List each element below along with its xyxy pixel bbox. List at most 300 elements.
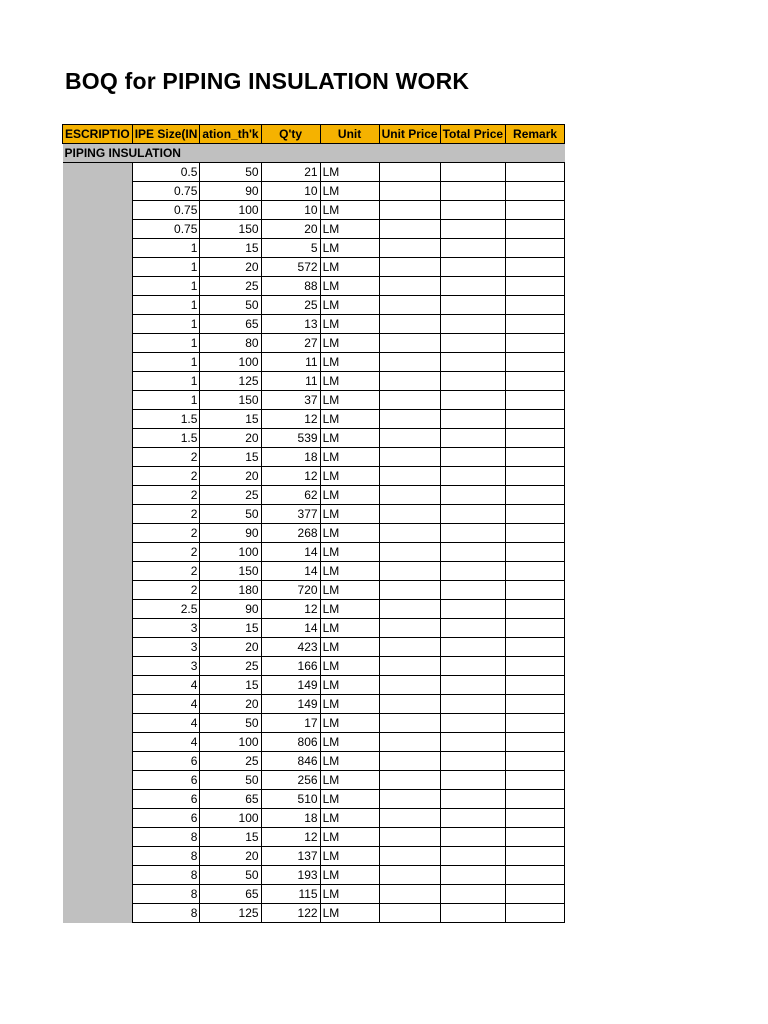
unit-cell[interactable]: LM (320, 695, 379, 714)
pipe-size-cell[interactable]: 2 (132, 543, 200, 562)
pipe-size-cell[interactable]: 1 (132, 353, 200, 372)
unit-price-cell[interactable] (379, 771, 440, 790)
remark-cell[interactable] (506, 562, 565, 581)
unit-cell[interactable]: LM (320, 904, 379, 923)
unit-price-cell[interactable] (379, 733, 440, 752)
remark-cell[interactable] (506, 486, 565, 505)
qty-cell[interactable]: 11 (261, 353, 320, 372)
qty-cell[interactable]: 14 (261, 619, 320, 638)
unit-price-cell[interactable] (379, 524, 440, 543)
unit-price-cell[interactable] (379, 277, 440, 296)
qty-cell[interactable]: 10 (261, 182, 320, 201)
qty-cell[interactable]: 510 (261, 790, 320, 809)
total-price-cell[interactable] (440, 562, 505, 581)
unit-cell[interactable]: LM (320, 505, 379, 524)
remark-cell[interactable] (506, 847, 565, 866)
unit-price-cell[interactable] (379, 429, 440, 448)
thickness-cell[interactable]: 25 (200, 277, 261, 296)
thickness-cell[interactable]: 65 (200, 790, 261, 809)
unit-price-cell[interactable] (379, 885, 440, 904)
thickness-cell[interactable]: 15 (200, 676, 261, 695)
pipe-size-cell[interactable]: 8 (132, 828, 200, 847)
unit-price-cell[interactable] (379, 600, 440, 619)
unit-price-cell[interactable] (379, 296, 440, 315)
unit-cell[interactable]: LM (320, 600, 379, 619)
qty-cell[interactable]: 539 (261, 429, 320, 448)
qty-cell[interactable]: 572 (261, 258, 320, 277)
qty-cell[interactable]: 13 (261, 315, 320, 334)
qty-cell[interactable]: 25 (261, 296, 320, 315)
thickness-cell[interactable]: 150 (200, 391, 261, 410)
unit-cell[interactable]: LM (320, 277, 379, 296)
unit-cell[interactable]: LM (320, 391, 379, 410)
unit-price-cell[interactable] (379, 505, 440, 524)
unit-cell[interactable]: LM (320, 809, 379, 828)
table-row (63, 467, 565, 486)
thickness-cell[interactable]: 50 (200, 866, 261, 885)
unit-price-cell[interactable] (379, 581, 440, 600)
qty-cell[interactable]: 12 (261, 600, 320, 619)
unit-cell[interactable]: LM (320, 239, 379, 258)
unit-price-cell[interactable] (379, 163, 440, 182)
qty-cell[interactable]: 377 (261, 505, 320, 524)
thickness-cell[interactable]: 65 (200, 885, 261, 904)
unit-cell[interactable]: LM (320, 752, 379, 771)
thickness-cell[interactable]: 100 (200, 353, 261, 372)
pipe-size-cell[interactable]: 2 (132, 448, 200, 467)
remark-cell[interactable] (506, 220, 565, 239)
total-price-cell[interactable] (440, 239, 505, 258)
qty-cell[interactable]: 806 (261, 733, 320, 752)
pipe-size-cell[interactable]: 1 (132, 391, 200, 410)
qty-cell[interactable]: 115 (261, 885, 320, 904)
remark-cell[interactable] (506, 410, 565, 429)
pipe-size-cell[interactable]: 4 (132, 695, 200, 714)
unit-price-cell[interactable] (379, 353, 440, 372)
remark-cell[interactable] (506, 676, 565, 695)
qty-cell[interactable]: 14 (261, 562, 320, 581)
unit-price-cell[interactable] (379, 695, 440, 714)
remark-cell[interactable] (506, 600, 565, 619)
total-price-cell[interactable] (440, 182, 505, 201)
unit-price-cell[interactable] (379, 638, 440, 657)
pipe-size-cell[interactable]: 8 (132, 866, 200, 885)
total-price-cell[interactable] (440, 676, 505, 695)
table-row (63, 486, 565, 505)
section-label[interactable]: PIPING INSULATION (63, 144, 565, 163)
pipe-size-cell[interactable]: 6 (132, 771, 200, 790)
pipe-size-cell[interactable]: 1 (132, 315, 200, 334)
pipe-size-cell[interactable]: 4 (132, 676, 200, 695)
qty-cell[interactable]: 18 (261, 809, 320, 828)
table-row (63, 277, 565, 296)
unit-cell[interactable]: LM (320, 676, 379, 695)
thickness-cell[interactable]: 50 (200, 163, 261, 182)
remark-cell[interactable] (506, 315, 565, 334)
total-price-cell[interactable] (440, 315, 505, 334)
pipe-size-cell[interactable]: 8 (132, 847, 200, 866)
pipe-size-cell[interactable]: 1 (132, 277, 200, 296)
remark-cell[interactable] (506, 391, 565, 410)
unit-price-cell[interactable] (379, 676, 440, 695)
qty-cell[interactable]: 12 (261, 410, 320, 429)
qty-cell[interactable]: 423 (261, 638, 320, 657)
pipe-size-cell[interactable]: 4 (132, 733, 200, 752)
total-price-cell[interactable] (440, 809, 505, 828)
header-unit[interactable]: Unit (320, 125, 379, 144)
pipe-size-cell[interactable]: 2 (132, 524, 200, 543)
thickness-cell[interactable]: 20 (200, 429, 261, 448)
table-row (63, 771, 565, 790)
qty-cell[interactable]: 14 (261, 543, 320, 562)
unit-price-cell[interactable] (379, 201, 440, 220)
thickness-cell[interactable]: 15 (200, 619, 261, 638)
header-description[interactable]: ESCRIPTIO (63, 125, 133, 144)
thickness-cell[interactable]: 90 (200, 182, 261, 201)
remark-cell[interactable] (506, 657, 565, 676)
pipe-size-cell[interactable]: 6 (132, 790, 200, 809)
remark-cell[interactable] (506, 714, 565, 733)
total-price-cell[interactable] (440, 353, 505, 372)
unit-cell[interactable]: LM (320, 657, 379, 676)
total-price-cell[interactable] (440, 619, 505, 638)
total-price-cell[interactable] (440, 790, 505, 809)
unit-cell[interactable]: LM (320, 847, 379, 866)
total-price-cell[interactable] (440, 543, 505, 562)
unit-price-cell[interactable] (379, 486, 440, 505)
remark-cell[interactable] (506, 866, 565, 885)
thickness-cell[interactable]: 15 (200, 239, 261, 258)
remark-cell[interactable] (506, 448, 565, 467)
unit-price-cell[interactable] (379, 391, 440, 410)
total-price-cell[interactable] (440, 524, 505, 543)
unit-cell[interactable]: LM (320, 315, 379, 334)
unit-cell[interactable]: LM (320, 581, 379, 600)
table-row (63, 581, 565, 600)
thickness-cell[interactable]: 25 (200, 486, 261, 505)
qty-cell[interactable]: 20 (261, 220, 320, 239)
qty-cell[interactable]: 846 (261, 752, 320, 771)
unit-cell[interactable]: LM (320, 448, 379, 467)
table-body (63, 144, 565, 923)
thickness-cell[interactable]: 150 (200, 562, 261, 581)
thickness-cell[interactable]: 90 (200, 600, 261, 619)
total-price-cell[interactable] (440, 866, 505, 885)
pipe-size-cell[interactable]: 3 (132, 638, 200, 657)
thickness-cell[interactable]: 25 (200, 657, 261, 676)
unit-cell[interactable]: LM (320, 334, 379, 353)
remark-cell[interactable] (506, 296, 565, 315)
pipe-size-cell[interactable]: 1 (132, 372, 200, 391)
pipe-size-cell[interactable]: 0.5 (132, 163, 200, 182)
thickness-cell[interactable]: 80 (200, 334, 261, 353)
qty-cell[interactable]: 27 (261, 334, 320, 353)
table-row (63, 448, 565, 467)
pipe-size-cell[interactable]: 2 (132, 505, 200, 524)
unit-cell[interactable]: LM (320, 486, 379, 505)
unit-price-cell[interactable] (379, 220, 440, 239)
unit-cell[interactable]: LM (320, 885, 379, 904)
total-price-cell[interactable] (440, 904, 505, 923)
total-price-cell[interactable] (440, 657, 505, 676)
remark-cell[interactable] (506, 695, 565, 714)
remark-cell[interactable] (506, 752, 565, 771)
thickness-cell[interactable]: 90 (200, 524, 261, 543)
total-price-cell[interactable] (440, 847, 505, 866)
description-cell[interactable] (63, 163, 133, 923)
thickness-cell[interactable]: 20 (200, 695, 261, 714)
unit-cell[interactable]: LM (320, 771, 379, 790)
remark-cell[interactable] (506, 638, 565, 657)
thickness-cell[interactable]: 50 (200, 771, 261, 790)
qty-cell[interactable]: 88 (261, 277, 320, 296)
total-price-cell[interactable] (440, 885, 505, 904)
unit-cell[interactable]: LM (320, 410, 379, 429)
remark-cell[interactable] (506, 353, 565, 372)
remark-cell[interactable] (506, 467, 565, 486)
unit-cell[interactable]: LM (320, 220, 379, 239)
pipe-size-cell[interactable]: 2 (132, 467, 200, 486)
thickness-cell[interactable]: 20 (200, 847, 261, 866)
pipe-size-cell[interactable]: 0.75 (132, 182, 200, 201)
qty-cell[interactable]: 21 (261, 163, 320, 182)
total-price-cell[interactable] (440, 467, 505, 486)
qty-cell[interactable]: 268 (261, 524, 320, 543)
unit-cell[interactable]: LM (320, 790, 379, 809)
pipe-size-cell[interactable]: 2 (132, 562, 200, 581)
thickness-cell[interactable]: 15 (200, 410, 261, 429)
qty-cell[interactable]: 149 (261, 695, 320, 714)
pipe-size-cell[interactable]: 2.5 (132, 600, 200, 619)
pipe-size-cell[interactable]: 1 (132, 296, 200, 315)
thickness-cell[interactable]: 180 (200, 581, 261, 600)
qty-cell[interactable]: 5 (261, 239, 320, 258)
unit-price-cell[interactable] (379, 619, 440, 638)
thickness-cell[interactable]: 100 (200, 809, 261, 828)
unit-cell[interactable]: LM (320, 828, 379, 847)
remark-cell[interactable] (506, 277, 565, 296)
header-pipe-size[interactable]: IPE Size(IN (132, 125, 200, 144)
thickness-cell[interactable]: 20 (200, 258, 261, 277)
unit-cell[interactable]: LM (320, 467, 379, 486)
pipe-size-cell[interactable]: 1.5 (132, 410, 200, 429)
unit-price-cell[interactable] (379, 752, 440, 771)
remark-cell[interactable] (506, 429, 565, 448)
unit-price-cell[interactable] (379, 866, 440, 885)
total-price-cell[interactable] (440, 296, 505, 315)
total-price-cell[interactable] (440, 638, 505, 657)
pipe-size-cell[interactable]: 2 (132, 486, 200, 505)
pipe-size-cell[interactable]: 6 (132, 809, 200, 828)
remark-cell[interactable] (506, 771, 565, 790)
thickness-cell[interactable]: 150 (200, 220, 261, 239)
total-price-cell[interactable] (440, 201, 505, 220)
thickness-cell[interactable]: 20 (200, 467, 261, 486)
qty-cell[interactable]: 62 (261, 486, 320, 505)
thickness-cell[interactable]: 100 (200, 201, 261, 220)
remark-cell[interactable] (506, 581, 565, 600)
unit-cell[interactable]: LM (320, 163, 379, 182)
qty-cell[interactable]: 256 (261, 771, 320, 790)
remark-cell[interactable] (506, 258, 565, 277)
unit-cell[interactable]: LM (320, 619, 379, 638)
remark-cell[interactable] (506, 885, 565, 904)
unit-price-cell[interactable] (379, 315, 440, 334)
unit-price-cell[interactable] (379, 790, 440, 809)
unit-price-cell[interactable] (379, 847, 440, 866)
total-price-cell[interactable] (440, 486, 505, 505)
total-price-cell[interactable] (440, 277, 505, 296)
total-price-cell[interactable] (440, 828, 505, 847)
qty-cell[interactable]: 12 (261, 828, 320, 847)
table-row (63, 828, 565, 847)
thickness-cell[interactable]: 50 (200, 714, 261, 733)
unit-cell[interactable]: LM (320, 866, 379, 885)
thickness-cell[interactable]: 125 (200, 904, 261, 923)
thickness-cell[interactable]: 100 (200, 733, 261, 752)
thickness-cell[interactable]: 15 (200, 828, 261, 847)
unit-cell[interactable]: LM (320, 714, 379, 733)
remark-cell[interactable] (506, 733, 565, 752)
remark-cell[interactable] (506, 828, 565, 847)
qty-cell[interactable]: 720 (261, 581, 320, 600)
unit-price-cell[interactable] (379, 904, 440, 923)
total-price-cell[interactable] (440, 752, 505, 771)
thickness-cell[interactable]: 125 (200, 372, 261, 391)
qty-cell[interactable]: 149 (261, 676, 320, 695)
pipe-size-cell[interactable]: 4 (132, 714, 200, 733)
pipe-size-cell[interactable]: 1.5 (132, 429, 200, 448)
total-price-cell[interactable] (440, 220, 505, 239)
qty-cell[interactable]: 18 (261, 448, 320, 467)
table-row (63, 600, 565, 619)
header-insulation-thickness[interactable]: ation_th'k (200, 125, 261, 144)
unit-cell[interactable]: LM (320, 429, 379, 448)
unit-cell[interactable]: LM (320, 182, 379, 201)
pipe-size-cell[interactable]: 0.75 (132, 201, 200, 220)
total-price-cell[interactable] (440, 258, 505, 277)
unit-price-cell[interactable] (379, 410, 440, 429)
unit-price-cell[interactable] (379, 448, 440, 467)
remark-cell[interactable] (506, 163, 565, 182)
table-row (63, 163, 565, 182)
unit-price-cell[interactable] (379, 239, 440, 258)
pipe-size-cell[interactable]: 3 (132, 657, 200, 676)
total-price-cell[interactable] (440, 334, 505, 353)
pipe-size-cell[interactable]: 6 (132, 752, 200, 771)
thickness-cell[interactable]: 25 (200, 752, 261, 771)
unit-cell[interactable]: LM (320, 258, 379, 277)
total-price-cell[interactable] (440, 429, 505, 448)
total-price-cell[interactable] (440, 410, 505, 429)
thickness-cell[interactable]: 50 (200, 505, 261, 524)
thickness-cell[interactable]: 15 (200, 448, 261, 467)
unit-cell[interactable]: LM (320, 638, 379, 657)
remark-cell[interactable] (506, 182, 565, 201)
total-price-cell[interactable] (440, 733, 505, 752)
pipe-size-cell[interactable]: 2 (132, 581, 200, 600)
unit-price-cell[interactable] (379, 828, 440, 847)
remark-cell[interactable] (506, 334, 565, 353)
unit-price-cell[interactable] (379, 467, 440, 486)
pipe-size-cell[interactable]: 1 (132, 334, 200, 353)
qty-cell[interactable]: 193 (261, 866, 320, 885)
qty-cell[interactable]: 10 (261, 201, 320, 220)
remark-cell[interactable] (506, 505, 565, 524)
unit-price-cell[interactable] (379, 657, 440, 676)
unit-cell[interactable]: LM (320, 372, 379, 391)
remark-cell[interactable] (506, 372, 565, 391)
qty-cell[interactable]: 17 (261, 714, 320, 733)
unit-cell[interactable]: LM (320, 543, 379, 562)
remark-cell[interactable] (506, 904, 565, 923)
pipe-size-cell[interactable]: 1 (132, 258, 200, 277)
unit-cell[interactable]: LM (320, 524, 379, 543)
qty-cell[interactable]: 122 (261, 904, 320, 923)
total-price-cell[interactable] (440, 600, 505, 619)
unit-price-cell[interactable] (379, 182, 440, 201)
thickness-cell[interactable]: 20 (200, 638, 261, 657)
total-price-cell[interactable] (440, 391, 505, 410)
total-price-cell[interactable] (440, 448, 505, 467)
unit-cell[interactable]: LM (320, 201, 379, 220)
remark-cell[interactable] (506, 790, 565, 809)
header-qty[interactable]: Q'ty (261, 125, 320, 144)
thickness-cell[interactable]: 100 (200, 543, 261, 562)
remark-cell[interactable] (506, 619, 565, 638)
unit-price-cell[interactable] (379, 258, 440, 277)
header-remark[interactable]: Remark (506, 125, 565, 144)
unit-cell[interactable]: LM (320, 562, 379, 581)
unit-cell[interactable]: LM (320, 296, 379, 315)
unit-price-cell[interactable] (379, 543, 440, 562)
header-total-price[interactable]: Total Price (440, 125, 505, 144)
total-price-cell[interactable] (440, 714, 505, 733)
qty-cell[interactable]: 37 (261, 391, 320, 410)
total-price-cell[interactable] (440, 581, 505, 600)
qty-cell[interactable]: 11 (261, 372, 320, 391)
unit-price-cell[interactable] (379, 372, 440, 391)
pipe-size-cell[interactable]: 1 (132, 239, 200, 258)
total-price-cell[interactable] (440, 505, 505, 524)
unit-price-cell[interactable] (379, 809, 440, 828)
total-price-cell[interactable] (440, 163, 505, 182)
thickness-cell[interactable]: 65 (200, 315, 261, 334)
pipe-size-cell[interactable]: 0.75 (132, 220, 200, 239)
unit-price-cell[interactable] (379, 562, 440, 581)
unit-cell[interactable]: LM (320, 353, 379, 372)
unit-cell[interactable]: LM (320, 733, 379, 752)
remark-cell[interactable] (506, 809, 565, 828)
remark-cell[interactable] (506, 524, 565, 543)
remark-cell[interactable] (506, 239, 565, 258)
total-price-cell[interactable] (440, 695, 505, 714)
remark-cell[interactable] (506, 543, 565, 562)
total-price-cell[interactable] (440, 771, 505, 790)
pipe-size-cell[interactable]: 8 (132, 885, 200, 904)
header-unit-price[interactable]: Unit Price (379, 125, 440, 144)
remark-cell[interactable] (506, 201, 565, 220)
qty-cell[interactable]: 12 (261, 467, 320, 486)
total-price-cell[interactable] (440, 372, 505, 391)
pipe-size-cell[interactable]: 8 (132, 904, 200, 923)
thickness-cell[interactable]: 50 (200, 296, 261, 315)
qty-cell[interactable]: 166 (261, 657, 320, 676)
pipe-size-cell[interactable]: 3 (132, 619, 200, 638)
qty-cell[interactable]: 137 (261, 847, 320, 866)
unit-price-cell[interactable] (379, 714, 440, 733)
unit-price-cell[interactable] (379, 334, 440, 353)
